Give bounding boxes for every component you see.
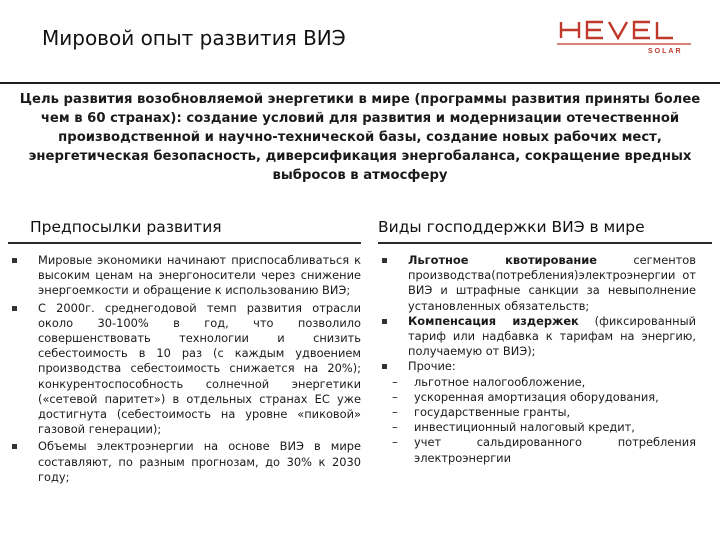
right-column — [378, 253, 696, 466]
right-heading-rule — [378, 242, 712, 244]
left-column — [8, 253, 361, 487]
sub-list-item: – учет сальдированного потребления электроэнергии — [392, 435, 696, 465]
dash-icon: – — [392, 405, 398, 420]
bullet-icon — [12, 444, 17, 449]
sub-list-item: – инвестиционный налоговый кредит, — [392, 420, 635, 435]
bullet-icon — [382, 319, 387, 324]
dash-icon: – — [392, 389, 398, 404]
bullet-icon — [12, 258, 17, 263]
list-item: Компенсация издержек (фиксированный тариф или надбавка к тарифам на энергию, получаемую от ВИЭ); — [378, 314, 696, 360]
logo-subtitle: SOLAR — [648, 48, 683, 55]
left-heading: Предпосылки развития — [30, 218, 222, 236]
list-item: С 2000г. среднегодовой темп развития отрасли около 30-100% в год, что позволило совершенствовать технологии и снизить себестоимость в 10 раз (с каждым удвоением производства себестоимость снижается на 20%); конкурентоспособность солнечной энергетики («сетевой паритет») в отдельных странах ЕС уже достигнута (себестоимость на уровне «пиковой» газовой генерации); — [8, 301, 361, 438]
list-item: Объемы электроэнергии на основе ВИЭ в мире составляют, по разным прогнозам, до 30% к 2030 году; — [8, 439, 361, 485]
bullet-icon — [12, 306, 17, 311]
bullet-icon — [382, 364, 387, 369]
sub-list-item: – льготное налогообложение, — [392, 374, 586, 389]
intro-paragraph: Цель развития возобновляемой энергетики в мире (программы развития приняты более чем в 60 странах): создание условий для развития и модернизации отечественной производственной и научно-технической базы, создание новых рабочих мест, энергетическая безопасность, диверсификация энергобаланса, сокращение вредных выбросов в атмосферу — [19, 92, 701, 183]
dash-icon: – — [392, 420, 398, 435]
sub-list-item: – ускоренная амортизация оборудования, — [392, 389, 659, 404]
right-heading: Виды господдержки ВИЭ в мире — [378, 218, 645, 236]
sub-list-item: – государственные гранты, — [392, 405, 571, 420]
list-item: Прочие: — [378, 359, 696, 374]
list-item: Мировые экономики начинают приспосабливаться к высоким ценам на энергоносители через снижение энергоемкости и обращение к использованию ВИЭ; — [8, 253, 361, 299]
list-item: Льготное квотирование сегментов производства(потребления)электроэнергии от ВИЭ и штрафные санкции за невыполнение установленных обязательств; — [378, 253, 696, 314]
left-heading-rule — [8, 242, 361, 244]
hevel-solar-logo — [555, 16, 695, 62]
dash-icon: – — [392, 374, 398, 389]
title-divider — [0, 82, 720, 84]
slide-title: Мировой опыт развития ВИЭ — [42, 26, 346, 50]
dash-icon: – — [392, 435, 398, 450]
bullet-icon — [382, 258, 387, 263]
